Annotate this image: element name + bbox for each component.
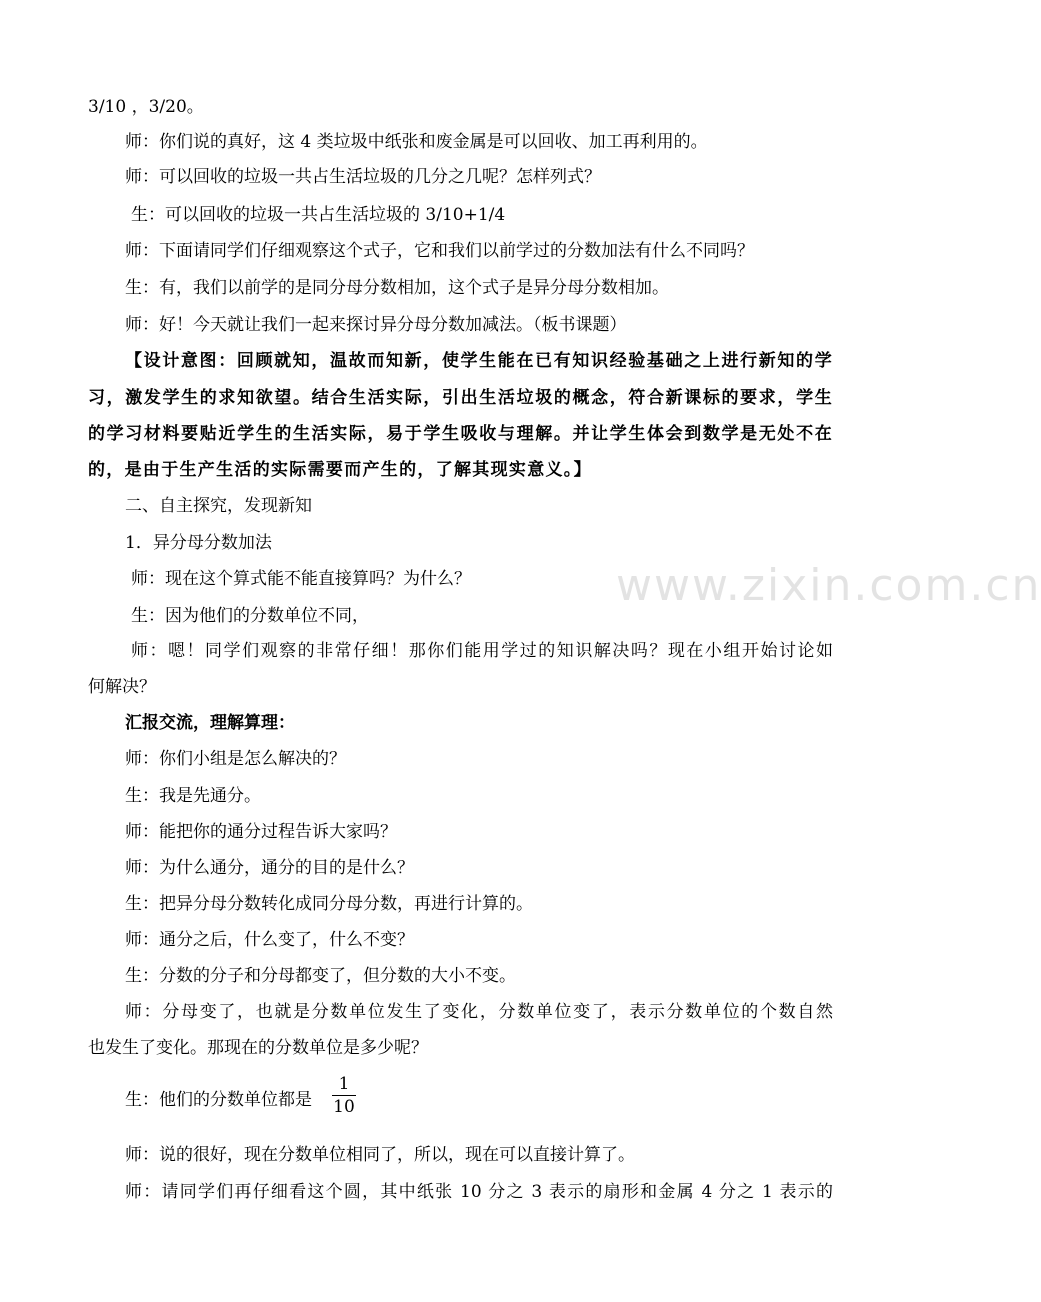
design-note-line: 的学习材料要贴近学生的生活实际，易于学生吸收与理解。并让学生体会到数学是无处不在 xyxy=(88,424,833,444)
fraction-denominator: 10 xyxy=(333,1097,355,1117)
text-line: 生：有，我们以前学的是同分母分数相加，这个式子是异分母分数相加。 xyxy=(125,278,669,298)
text-line: 师：你们小组是怎么解决的？ xyxy=(125,749,346,769)
text-line: 3/10 ，3/20。 xyxy=(88,97,204,117)
fraction-numerator: 1 xyxy=(338,1074,350,1094)
fraction-bar xyxy=(332,1095,356,1096)
watermark: www.zixin.com.cn xyxy=(616,560,1041,611)
text-line: 师：嗯！同学们观察的非常仔细！那你们能用学过的知识解决吗？现在小组开始讨论如 xyxy=(131,641,833,661)
text-line: 也发生了变化。那现在的分数单位是多少呢？ xyxy=(88,1038,428,1058)
text-line: 师：可以回收的垃圾一共占生活垃圾的几分之几呢？怎样列式？ xyxy=(125,167,601,187)
text-line: 生：他们的分数单位都是 xyxy=(125,1090,312,1110)
design-note-line: 的，是由于生产生活的实际需要而产生的，了解其现实意义。】 xyxy=(88,460,592,480)
text-line: 师：现在这个算式能不能直接算吗？为什么？ xyxy=(131,569,471,589)
text-line: 师：说的很好，现在分数单位相同了，所以，现在可以直接计算了。 xyxy=(125,1145,635,1165)
text-line: 生：分数的分子和分母都变了，但分数的大小不变。 xyxy=(125,966,516,986)
text-line: 何解决？ xyxy=(88,677,156,697)
text-line: 师：能把你的通分过程告诉大家吗？ xyxy=(125,822,397,842)
text-line: 师：请同学们再仔细看这个圆，其中纸张 10 分之 3 表示的扇形和金属 4 分之 1 表示的 xyxy=(125,1182,833,1202)
subsection-heading: 1．异分母分数加法 xyxy=(125,533,272,553)
text-line: 生：把异分母分数转化成同分母分数，再进行计算的。 xyxy=(125,894,533,914)
text-line: 师：好！今天就让我们一起来探讨异分母分数加减法。（板书课题） xyxy=(125,315,627,335)
section-heading: 二、自主探究，发现新知 xyxy=(125,496,312,516)
text-line: 师：通分之后，什么变了，什么不变？ xyxy=(125,930,414,950)
text-line: 师：下面请同学们仔细观察这个式子，它和我们以前学过的分数加法有什么不同吗？ xyxy=(125,241,754,261)
text-line: 生：因为他们的分数单位不同， xyxy=(131,606,369,626)
bold-heading: 汇报交流，理解算理： xyxy=(125,713,295,733)
text-line: 生：我是先通分。 xyxy=(125,786,261,806)
design-note-line: 习，激发学生的求知欲望。结合生活实际，引出生活垃圾的概念，符合新课标的要求，学生 xyxy=(88,388,833,408)
text-line: 师：分母变了，也就是分数单位发生了变化，分数单位变了，表示分数单位的个数自然 xyxy=(125,1002,833,1022)
text-line: 生：可以回收的垃圾一共占生活垃圾的 3/10+1/4 xyxy=(131,205,506,225)
text-line: 师：为什么通分，通分的目的是什么？ xyxy=(125,858,414,878)
text-line: 师：你们说的真好，这 4 类垃圾中纸张和废金属是可以回收、加工再利用的。 xyxy=(125,132,708,152)
design-note-line: 【设计意图：回顾就知，温故而知新，使学生能在已有知识经验基础之上进行新知的学 xyxy=(125,351,833,371)
fraction xyxy=(332,1074,356,1117)
